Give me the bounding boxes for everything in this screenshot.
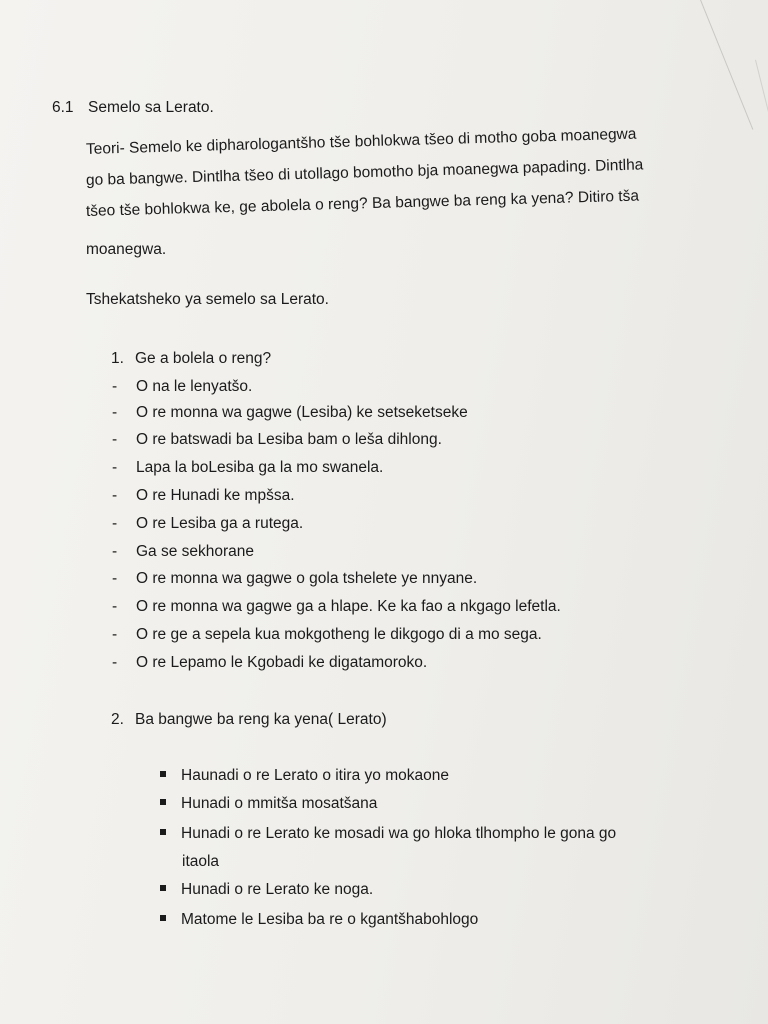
bullet-item-text: Hunadi o re Lerato ke mosadi wa go hloka tlhompho le gona go — [181, 825, 617, 842]
square-bullet-icon — [160, 915, 166, 921]
dash-marker: - — [112, 431, 118, 448]
list-item — [112, 570, 477, 588]
question-text: Ba bangwe ba reng ka yena( Lerato) — [135, 711, 387, 728]
list-item-text: Ga se sekhorane — [136, 543, 255, 560]
dash-marker: - — [112, 487, 118, 504]
dash-marker: - — [112, 459, 118, 476]
dash-marker: - — [112, 404, 118, 421]
list-item — [112, 598, 561, 616]
intro-line: go ba bangwe. Dintlha tšeo di utollago bomotho bja moanegwa papading. Dintlha — [85, 156, 644, 189]
dash-marker: - — [112, 378, 118, 395]
bullet-item-text: Haunadi o re Lerato o itira yo mokaone — [181, 767, 449, 784]
list-item — [112, 404, 468, 422]
intro-line: Teori- Semelo ke dipharologantšho tše bohlokwa tšeo di motho goba moanegwa — [85, 125, 637, 158]
list-item-text: O re Hunadi ke mpšsa. — [136, 487, 295, 504]
square-bullet-icon — [160, 799, 166, 805]
list-item-text: O re batswadi ba Lesiba bam o leša dihlong. — [136, 431, 442, 448]
list-item — [112, 515, 303, 533]
list-item-text: Lapa la boLesiba ga la mo swanela. — [136, 459, 384, 476]
bullet-item-text: Hunadi o re Lerato ke noga. — [181, 881, 374, 898]
analysis-subtitle: Tshekatsheko ya semelo sa Lerato. — [86, 291, 329, 308]
list-item-text: O re Lepamo le Kgobadi ke digatamoroko. — [136, 654, 428, 671]
bullet-item-text: Matome le Lesiba ba re o kgantšhabohlogo — [181, 911, 479, 928]
dash-marker: - — [112, 598, 118, 615]
page-edge-line — [755, 60, 768, 167]
list-item — [112, 487, 295, 505]
intro-line: tšeo tše bohlokwa ke, ge abolela o reng? Ba bangwe ba reng ka yena? Ditiro tša — [85, 187, 640, 220]
dash-marker: - — [112, 626, 118, 643]
intro-line: moanegwa. — [86, 241, 167, 258]
square-bullet-icon — [160, 885, 166, 891]
list-item — [112, 378, 252, 396]
list-item-text: O re monna wa gagwe o gola tshelete ye nnyane. — [136, 570, 478, 587]
page-edge-line — [700, 0, 753, 130]
bullet-item — [160, 767, 449, 785]
list-item — [112, 543, 254, 561]
question-1-title — [111, 350, 271, 368]
list-item — [112, 654, 427, 672]
bullet-item — [160, 825, 616, 843]
square-bullet-icon — [160, 771, 166, 777]
list-item-text: O re Lesiba ga a rutega. — [136, 515, 304, 532]
dash-marker: - — [112, 654, 118, 671]
dash-marker: - — [112, 570, 118, 587]
dash-marker: - — [112, 543, 118, 560]
question-text: Ge a bolela o reng? — [135, 350, 272, 367]
question-number: 1. — [111, 350, 124, 367]
section-number: 6.1 — [52, 99, 74, 116]
list-item-text: O re ge a sepela kua mokgotheng le dikgogo di a mo sega. — [136, 626, 542, 643]
section-title: Semelo sa Lerato. — [88, 99, 214, 116]
list-item-text: O na le lenyatšo. — [136, 378, 253, 395]
bullet-item-text: Hunadi o mmitša mosatšana — [181, 795, 378, 812]
bullet-item — [160, 881, 373, 899]
square-bullet-icon — [160, 829, 166, 835]
section-heading — [52, 99, 214, 117]
list-item-text: O re monna wa gagwe (Lesiba) ke setseketseke — [136, 404, 468, 421]
question-number: 2. — [111, 711, 124, 728]
bullet-item — [160, 911, 478, 929]
bullet-item — [160, 795, 377, 813]
bullet-item-continuation: itaola — [182, 853, 220, 870]
list-item — [112, 626, 542, 644]
list-item-text: O re monna wa gagwe ga a hlape. Ke ka fao a nkgago lefetla. — [136, 598, 561, 615]
dash-marker: - — [112, 515, 118, 532]
list-item — [112, 431, 442, 449]
question-2-title — [111, 711, 387, 729]
list-item — [112, 459, 383, 477]
